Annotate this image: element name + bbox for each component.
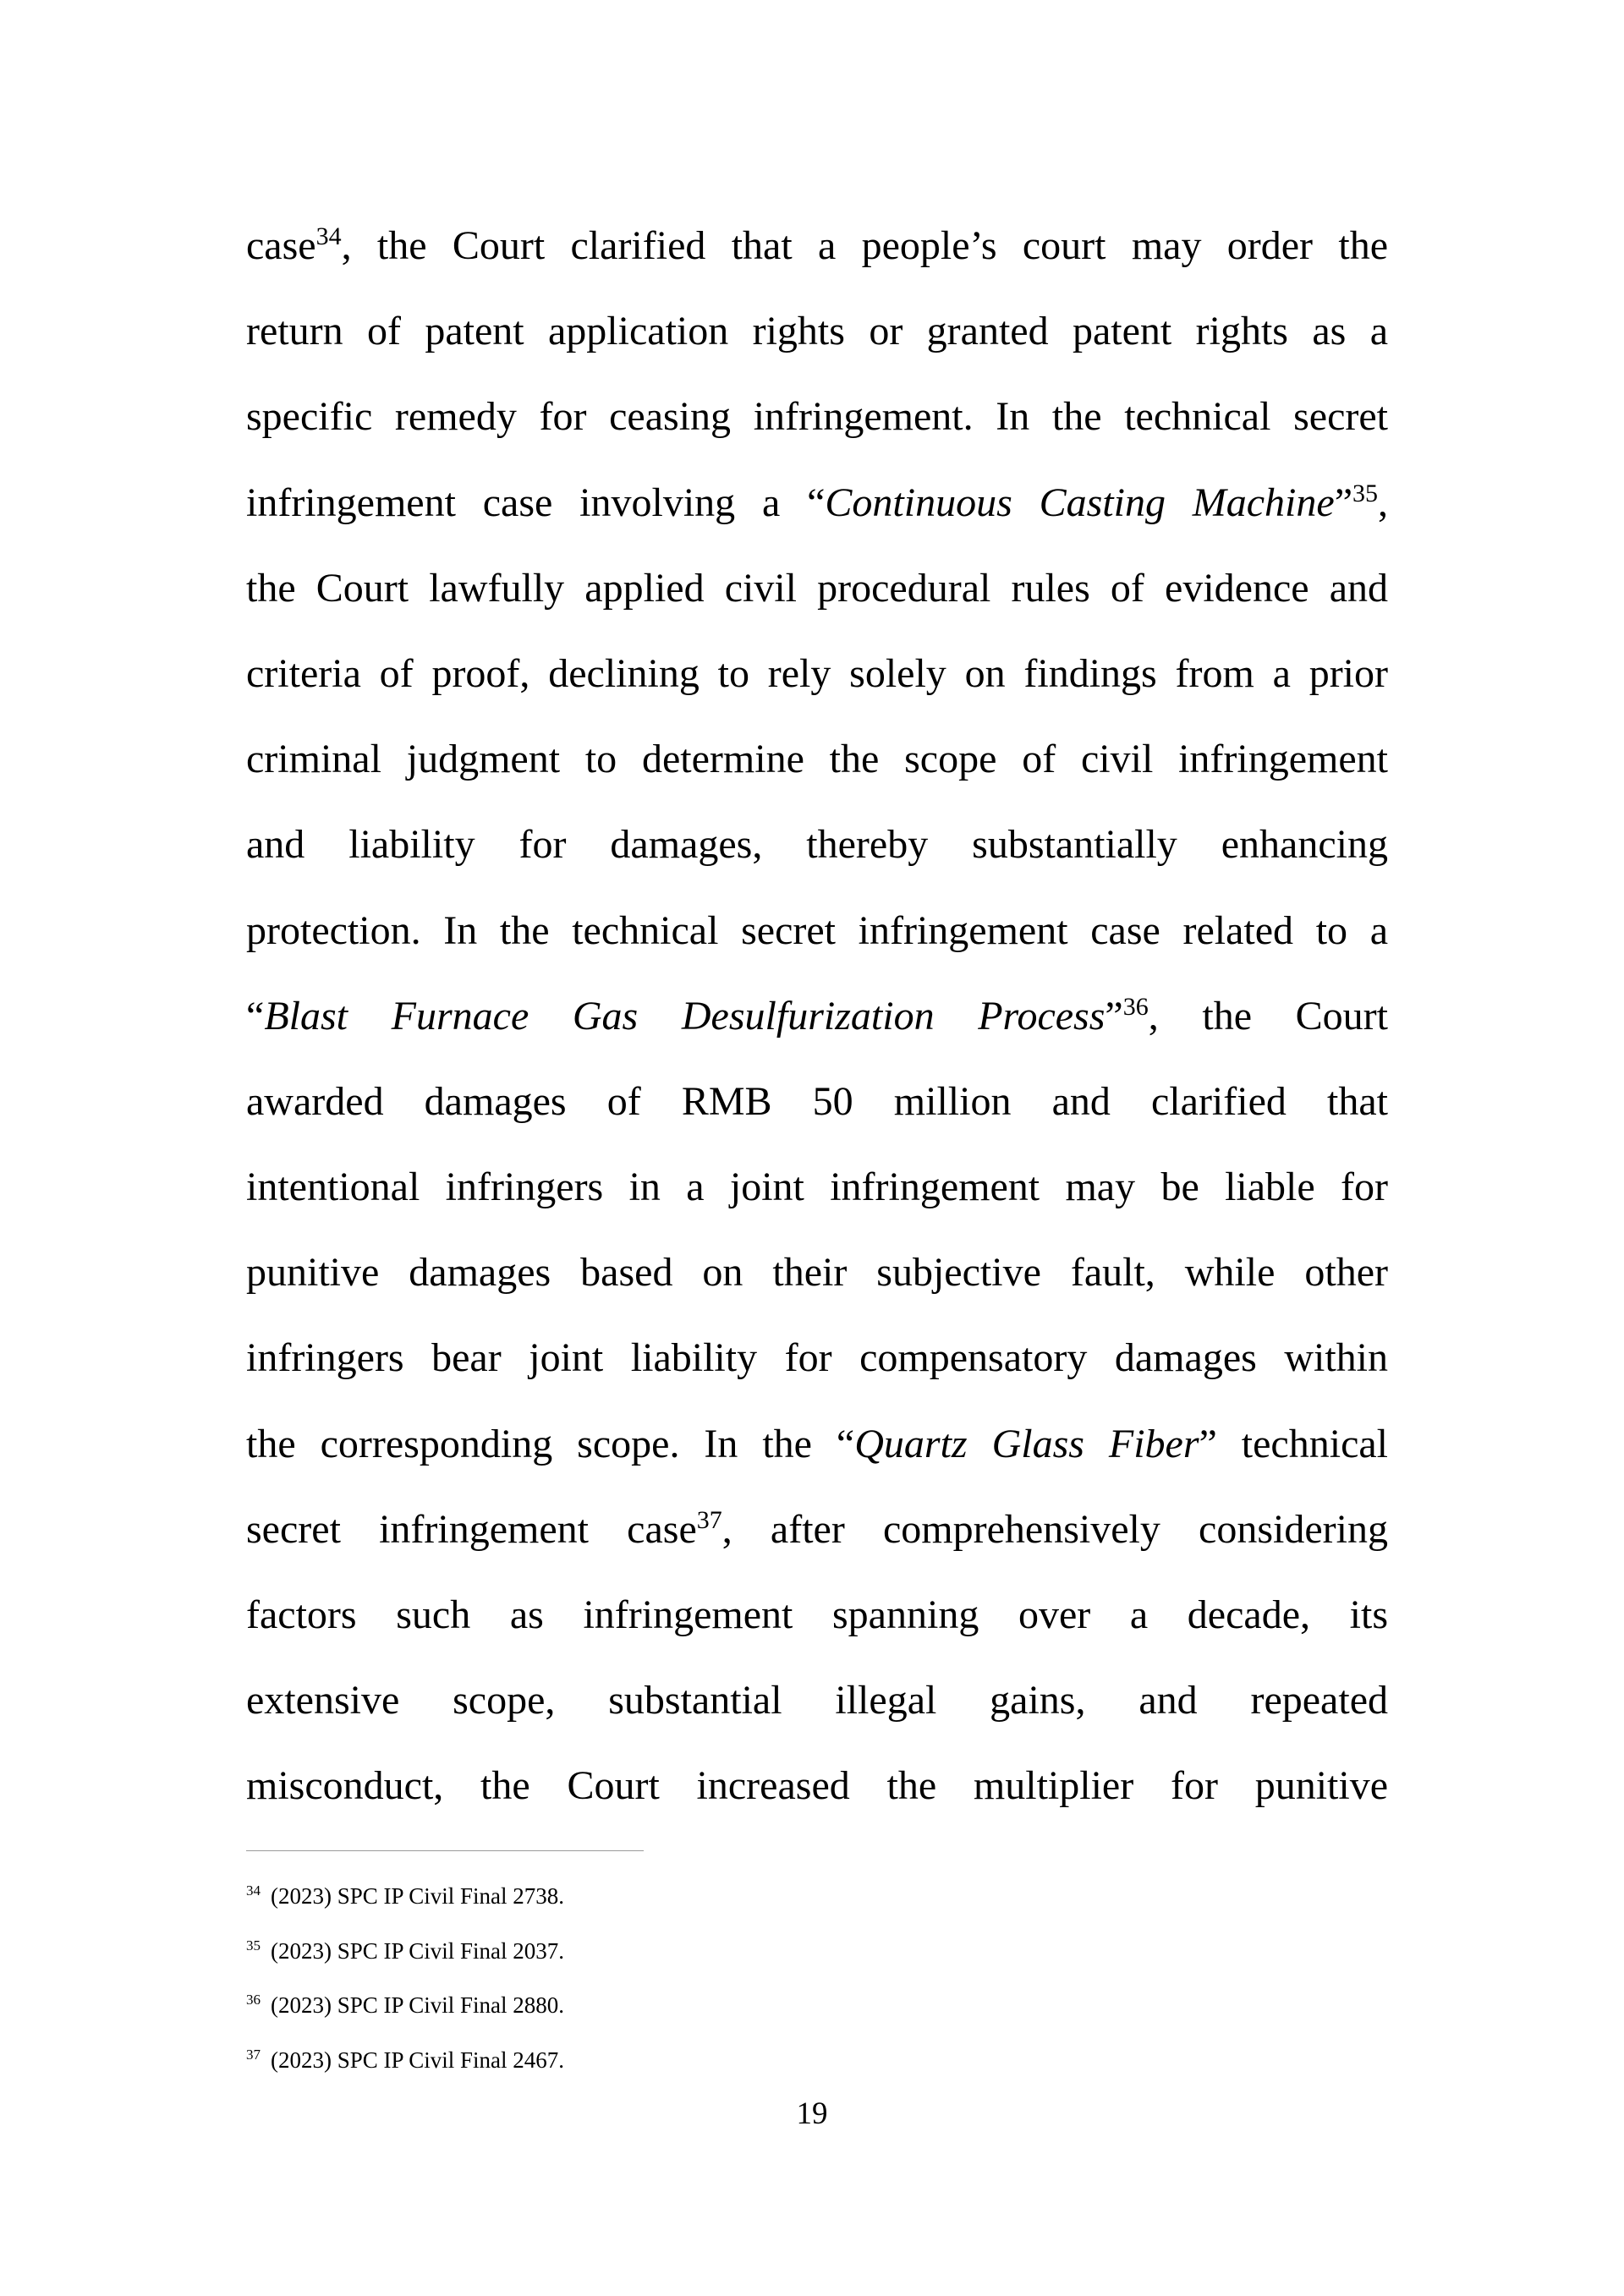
text-run: ” (1105, 993, 1123, 1038)
text-run: “ (246, 993, 265, 1038)
page-number: 19 (796, 2096, 828, 2131)
footnote-item (246, 2033, 1007, 2088)
text-run: case (246, 223, 316, 268)
footnote-text: (2023) SPC IP Civil Final 2738. (271, 1883, 565, 1909)
footnote-reference[interactable]: 37 (696, 1505, 722, 1534)
text-run: ” technical (1199, 1421, 1389, 1466)
text-run: and liability for damages, thereby substantially enhancing (246, 822, 1388, 868)
footnote-number: 35 (246, 1937, 261, 1954)
text-run: ” (1334, 479, 1352, 525)
text-line (246, 288, 1388, 374)
text-line (246, 460, 1388, 545)
footnote-text: (2023) SPC IP Civil Final 2467. (271, 2047, 565, 2073)
text-line (246, 888, 1388, 973)
text-run: protection. In the technical secret infringement case related to a (246, 907, 1388, 953)
footnote-reference[interactable]: 35 (1352, 479, 1378, 507)
text-line (246, 1401, 1388, 1487)
footnote-item (246, 1924, 1007, 1979)
footnote-reference[interactable]: 34 (315, 222, 342, 250)
text-run: criminal judgment to determine the scope of civil infringement (246, 737, 1388, 782)
footnotes (246, 1869, 1007, 2087)
text-run: the Court lawfully applied civil procedural rules of evidence and (246, 565, 1388, 611)
text-line (246, 716, 1388, 802)
footnote-reference[interactable]: 36 (1122, 992, 1149, 1021)
text-line (246, 1487, 1388, 1572)
case-title-italic: Blast Furnace Gas Desulfurization Process (264, 993, 1106, 1038)
text-run: factors such as infringement spanning over a decade, its (246, 1592, 1388, 1637)
text-run: misconduct, the Court increased the multiplier for punitive (246, 1763, 1388, 1809)
footnote-number: 37 (246, 2046, 261, 2063)
text-line (246, 1658, 1388, 1743)
text-line (246, 1059, 1388, 1144)
text-run: extensive scope, substantial illegal gains, and repeated (246, 1678, 1388, 1723)
text-line (246, 374, 1388, 459)
text-run: the corresponding scope. In the “ (246, 1421, 855, 1466)
body-paragraph (246, 203, 1388, 1829)
text-line (246, 545, 1388, 631)
text-run: return of patent application rights or granted patent rights as a (246, 309, 1388, 354)
text-run: intentional infringers in a joint infringement may be liable for (246, 1164, 1388, 1210)
text-run: , the Court clarified that a people’s court may order the (341, 223, 1388, 268)
footnote-text: (2023) SPC IP Civil Final 2880. (271, 1992, 565, 2018)
text-run: criteria of proof, declining to rely solely on findings from a prior (246, 650, 1388, 696)
text-run: punitive damages based on their subjective fault, while other (246, 1250, 1388, 1296)
text-line (246, 1230, 1388, 1315)
text-run: secret infringement case (246, 1506, 697, 1552)
text-line (246, 1572, 1388, 1658)
text-run: awarded damages of RMB 50 million and clarified that (246, 1078, 1388, 1124)
case-title-italic: Continuous Casting Machine (825, 479, 1335, 525)
footnote-number: 36 (246, 1992, 261, 2008)
text-line (246, 1315, 1388, 1400)
text-line (246, 1144, 1388, 1230)
text-run: infringers bear joint liability for compensatory damages within (246, 1335, 1388, 1381)
text-line (246, 203, 1388, 288)
footnote-item (246, 1869, 1007, 1924)
text-line (246, 802, 1388, 887)
text-run: , the Court (1148, 993, 1388, 1038)
text-line (246, 973, 1388, 1059)
footnote-separator (246, 1850, 644, 1851)
text-run: infringement case involving a “ (246, 479, 826, 525)
text-run: specific remedy for ceasing infringement. In the technical secret (246, 394, 1388, 440)
text-run: , after comprehensively considering (721, 1506, 1389, 1552)
text-line (246, 1743, 1388, 1828)
footnote-text: (2023) SPC IP Civil Final 2037. (271, 1937, 565, 1964)
footnote-number: 34 (246, 1882, 261, 1899)
footnote-item (246, 1978, 1007, 2033)
text-line (246, 631, 1388, 716)
text-run: , (1378, 479, 1388, 525)
case-title-italic: Quartz Glass Fiber (854, 1421, 1199, 1466)
